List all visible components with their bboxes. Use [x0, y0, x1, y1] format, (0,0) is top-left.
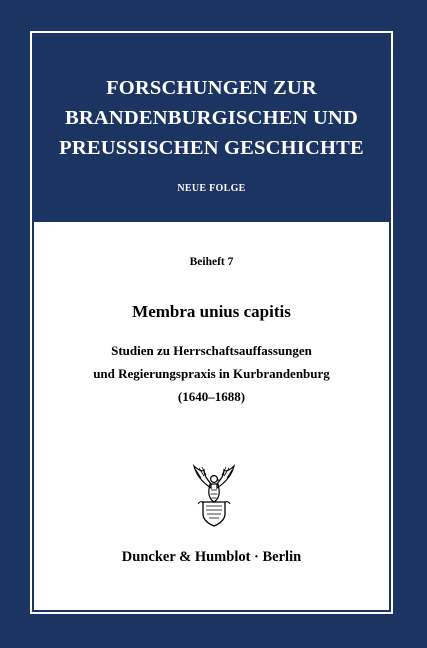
series-title: FORSCHUNGEN ZUR BRANDENBURGISCHEN UND PREUSSISCHEN GESCHICHTE	[59, 77, 364, 159]
series-header	[32, 33, 391, 220]
book-title: Membra unius capitis	[132, 302, 291, 321]
book-subtitle-line: Studien zu Herrschaftsauffassungen	[111, 343, 312, 358]
title-panel	[34, 222, 389, 610]
cover-frame	[30, 31, 393, 614]
publisher-name: Duncker & Humblot · Berlin	[121, 549, 302, 565]
book-subtitle-line: (1640–1688)	[177, 389, 246, 404]
publisher-logo-svg	[184, 464, 244, 528]
volume-label: Beiheft 7	[189, 256, 234, 268]
eagle-emblem-icon	[184, 464, 244, 528]
book-subtitle-line: und Regierungspraxis in Kurbrandenburg	[93, 366, 330, 381]
series-subtitle: NEUE FOLGE	[177, 183, 246, 194]
book-subtitle	[34, 339, 389, 408]
